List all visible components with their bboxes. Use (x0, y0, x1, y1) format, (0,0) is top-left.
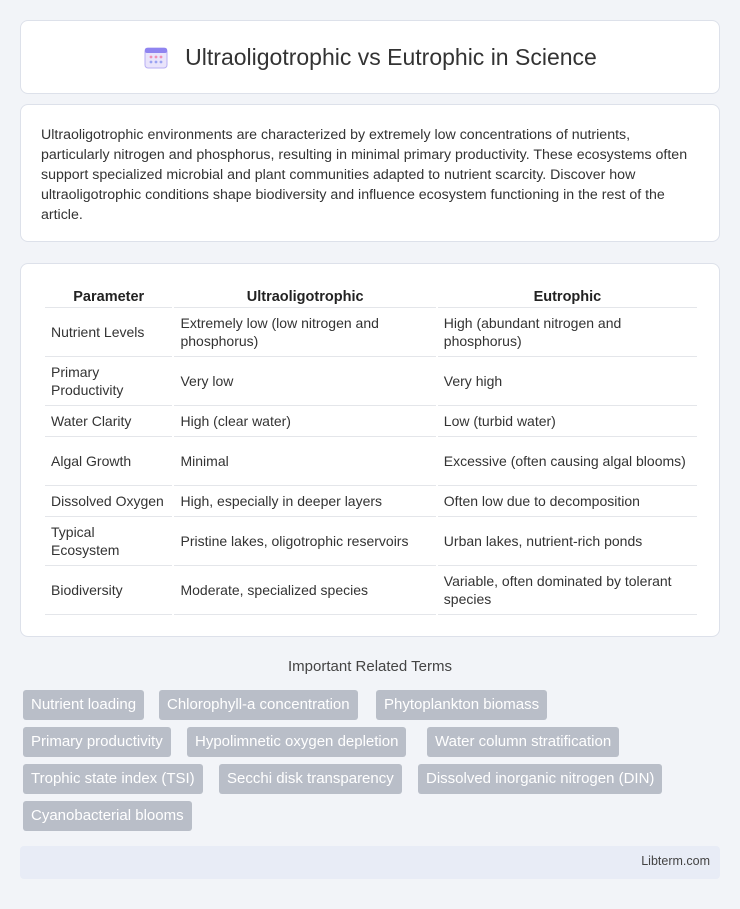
term-tag-nutrient-loading[interactable]: Nutrient loading (23, 690, 144, 720)
page-title: Ultraoligotrophic vs Eutrophic in Science (185, 43, 597, 70)
column-header: Parameter (45, 284, 172, 308)
comparison-table-card (20, 263, 720, 637)
table-cell: Primary Productivity (45, 357, 172, 406)
table-header-row (45, 284, 697, 308)
table-cell: Algal Growth (45, 437, 172, 486)
table-cell: High (clear water) (174, 406, 435, 437)
table-row (45, 517, 697, 566)
footer-site-link[interactable]: Libterm.com (641, 854, 710, 868)
term-tag-secchi-disk[interactable]: Secchi disk transparency (219, 764, 402, 794)
table-row (45, 406, 697, 437)
comparison-table (43, 284, 699, 615)
table-row (45, 566, 697, 615)
table-cell: Extremely low (low nitrogen and phosphorus) (174, 308, 435, 357)
table-cell: Nutrient Levels (45, 308, 172, 357)
term-tag-dissolved-inorganic-nitrogen[interactable]: Dissolved inorganic nitrogen (DIN) (418, 764, 662, 794)
table-cell: Dissolved Oxygen (45, 486, 172, 517)
table-cell: Very high (438, 357, 697, 406)
table-cell: High, especially in deeper layers (174, 486, 435, 517)
table-cell: High (abundant nitrogen and phosphorus) (438, 308, 697, 357)
table-cell: Excessive (often causing algal blooms) (438, 437, 697, 486)
table-cell: Biodiversity (45, 566, 172, 615)
table-row (45, 486, 697, 517)
table-cell: Often low due to decomposition (438, 486, 697, 517)
table-cell: Low (turbid water) (438, 406, 697, 437)
term-tag-trophic-state-index[interactable]: Trophic state index (TSI) (23, 764, 203, 794)
footer (20, 846, 720, 879)
calendar-icon (143, 44, 169, 70)
table-cell: Variable, often dominated by tolerant species (438, 566, 697, 615)
intro-card (20, 104, 720, 242)
term-tag-phytoplankton-biomass[interactable]: Phytoplankton biomass (376, 690, 547, 720)
table-row (45, 437, 697, 486)
column-header: Eutrophic (438, 284, 697, 308)
term-tag-cyanobacterial-blooms[interactable]: Cyanobacterial blooms (23, 801, 192, 831)
intro-paragraph: Ultraoligotrophic environments are characterized by extremely low concentrations of nutrients, particularly nitrogen and phosphorus, resulting in minimal primary productivity. These ecosystems often support specialized microbial and plant communities adapted to nutrient scarcity. Discover how ultraoligotrophic conditions shape biodiversity and influence ecosystem functioning in the rest of the article. (41, 127, 688, 223)
header (143, 44, 597, 71)
term-tag-chlorophyll-a[interactable]: Chlorophyll-a concentration (159, 690, 358, 720)
table-cell: Urban lakes, nutrient-rich ponds (438, 517, 697, 566)
table-row (45, 357, 697, 406)
table-cell: Water Clarity (45, 406, 172, 437)
header-card (20, 20, 720, 94)
table-cell: Moderate, specialized species (174, 566, 435, 615)
term-tag-primary-productivity[interactable]: Primary productivity (23, 727, 171, 757)
column-header: Ultraoligotrophic (174, 284, 435, 308)
related-terms-title: Important Related Terms (288, 658, 452, 675)
term-tag-water-column-stratification[interactable]: Water column stratification (427, 727, 619, 757)
table-row (45, 308, 697, 357)
table-cell: Typical Ecosystem (45, 517, 172, 566)
table-cell: Very low (174, 357, 435, 406)
table-cell: Pristine lakes, oligotrophic reservoirs (174, 517, 435, 566)
table-cell: Minimal (174, 437, 435, 486)
term-tag-hypolimnetic-oxygen[interactable]: Hypolimnetic oxygen depletion (187, 727, 406, 757)
